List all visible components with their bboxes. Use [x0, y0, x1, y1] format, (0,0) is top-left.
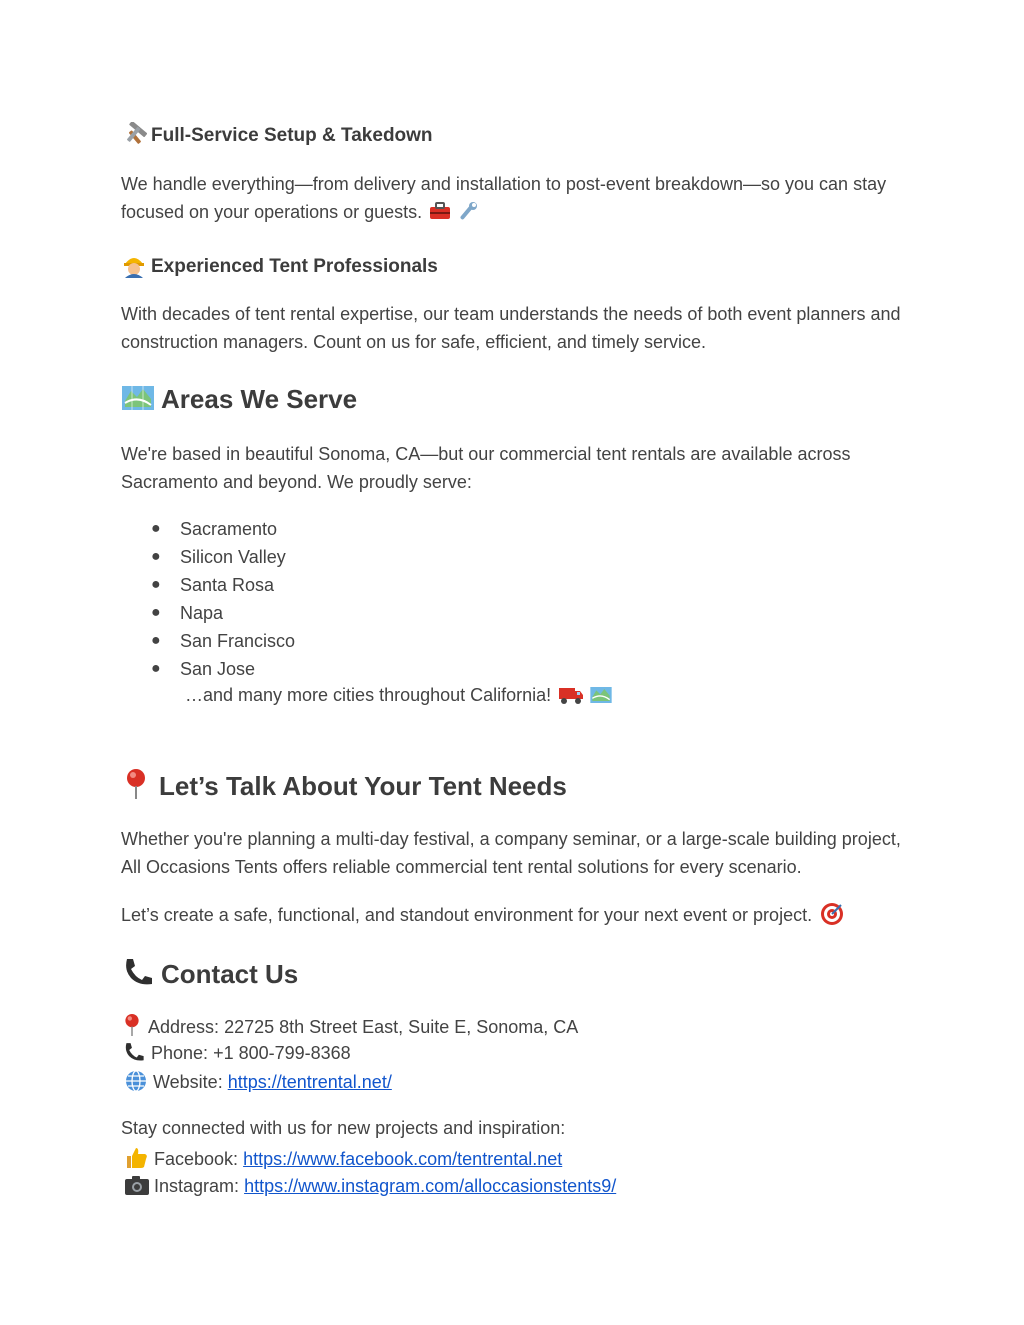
- pros-paragraph: With decades of tent rental expertise, our team understands the needs of both event planners and construction managers. Count on us for safe, efficient, and timely service.: [121, 304, 901, 352]
- map-icon: [121, 383, 155, 413]
- list-item: ● Sacramento: [151, 519, 278, 539]
- address-row: Address: 22725 8th Street East, Suite E, Sonoma, CA: [121, 1013, 578, 1038]
- pros-heading: [121, 252, 438, 278]
- facebook-link[interactable]: https://www.facebook.com/tentrental.net: [243, 1149, 563, 1169]
- phone-row: Phone: +1 800-799-8368: [121, 1041, 351, 1064]
- facebook-row: Facebook: https://www.facebook.com/tentrental.net: [121, 1146, 562, 1170]
- talk-heading-text: Let’s Talk About Your Tent Needs: [159, 771, 567, 801]
- talk-paragraph-2: Let’s create a safe, functional, and standout environment for your next event or project.: [121, 901, 901, 929]
- list-item: ● Napa: [151, 603, 224, 623]
- list-item: ● Santa Rosa: [151, 575, 275, 595]
- list-item: ● Silicon Valley: [151, 547, 286, 567]
- wrench-icon: [456, 201, 478, 221]
- instagram-link[interactable]: https://www.instagram.com/alloccasionstents9/: [244, 1176, 617, 1196]
- areas-intro: We're based in beautiful Sonoma, CA—but our commercial tent rentals are available across Sacramento and beyond. We proudly serve:: [121, 444, 851, 492]
- areas-heading: [121, 383, 357, 415]
- thumbs-up-icon: [125, 1146, 149, 1170]
- camera-icon: [124, 1174, 150, 1196]
- list-item: ● San Francisco: [151, 631, 296, 651]
- list-item: ● San Jose: [151, 659, 256, 679]
- pin-icon: [121, 1013, 143, 1037]
- pin-icon: [121, 768, 151, 800]
- setup-heading-text: Full-Service Setup & Takedown: [151, 125, 433, 146]
- website-row: Website: https://tentrental.net/: [121, 1069, 392, 1093]
- setup-text: We handle everything—from delivery and installation to post-event breakdown—so you can stay focused on your operations or guests.: [121, 174, 887, 222]
- construction-worker-icon: [121, 252, 147, 278]
- contact-heading-text: Contact Us: [161, 959, 299, 989]
- phone-icon: [121, 956, 155, 988]
- pros-heading-text: Experienced Tent Professionals: [151, 256, 438, 277]
- truck-icon: [558, 685, 584, 705]
- address-value: 22725 8th Street East, Suite E, Sonoma, CA: [224, 1017, 579, 1037]
- toolbox-icon: [429, 202, 451, 220]
- instagram-row: Instagram: https://www.instagram.com/alloccasionstents9/: [121, 1174, 616, 1197]
- globe-icon: [124, 1069, 148, 1093]
- hammer-wrench-icon: [121, 122, 147, 146]
- phone-value: +1 800-799-8368: [213, 1043, 351, 1063]
- contact-heading: [121, 956, 298, 990]
- map-icon: [589, 685, 613, 705]
- more-cities: …and many more cities throughout California!: [185, 685, 613, 713]
- city-list: [121, 517, 721, 717]
- talk-paragraph-1: Whether you're planning a multi-day festival, a company seminar, or a large-scale building project, All Occasions Tents offers reliable commercial tent rental solutions for every scenario.: [121, 829, 901, 877]
- stay-connected-text: Stay connected with us for new projects and inspiration:: [121, 1118, 566, 1138]
- setup-heading: [121, 122, 433, 147]
- setup-paragraph: [121, 170, 901, 226]
- talk-heading: [121, 768, 567, 802]
- phone-icon: [121, 1041, 147, 1063]
- website-link[interactable]: https://tentrental.net/: [227, 1072, 392, 1092]
- areas-heading-text: Areas We Serve: [161, 384, 358, 414]
- target-icon: [820, 902, 844, 926]
